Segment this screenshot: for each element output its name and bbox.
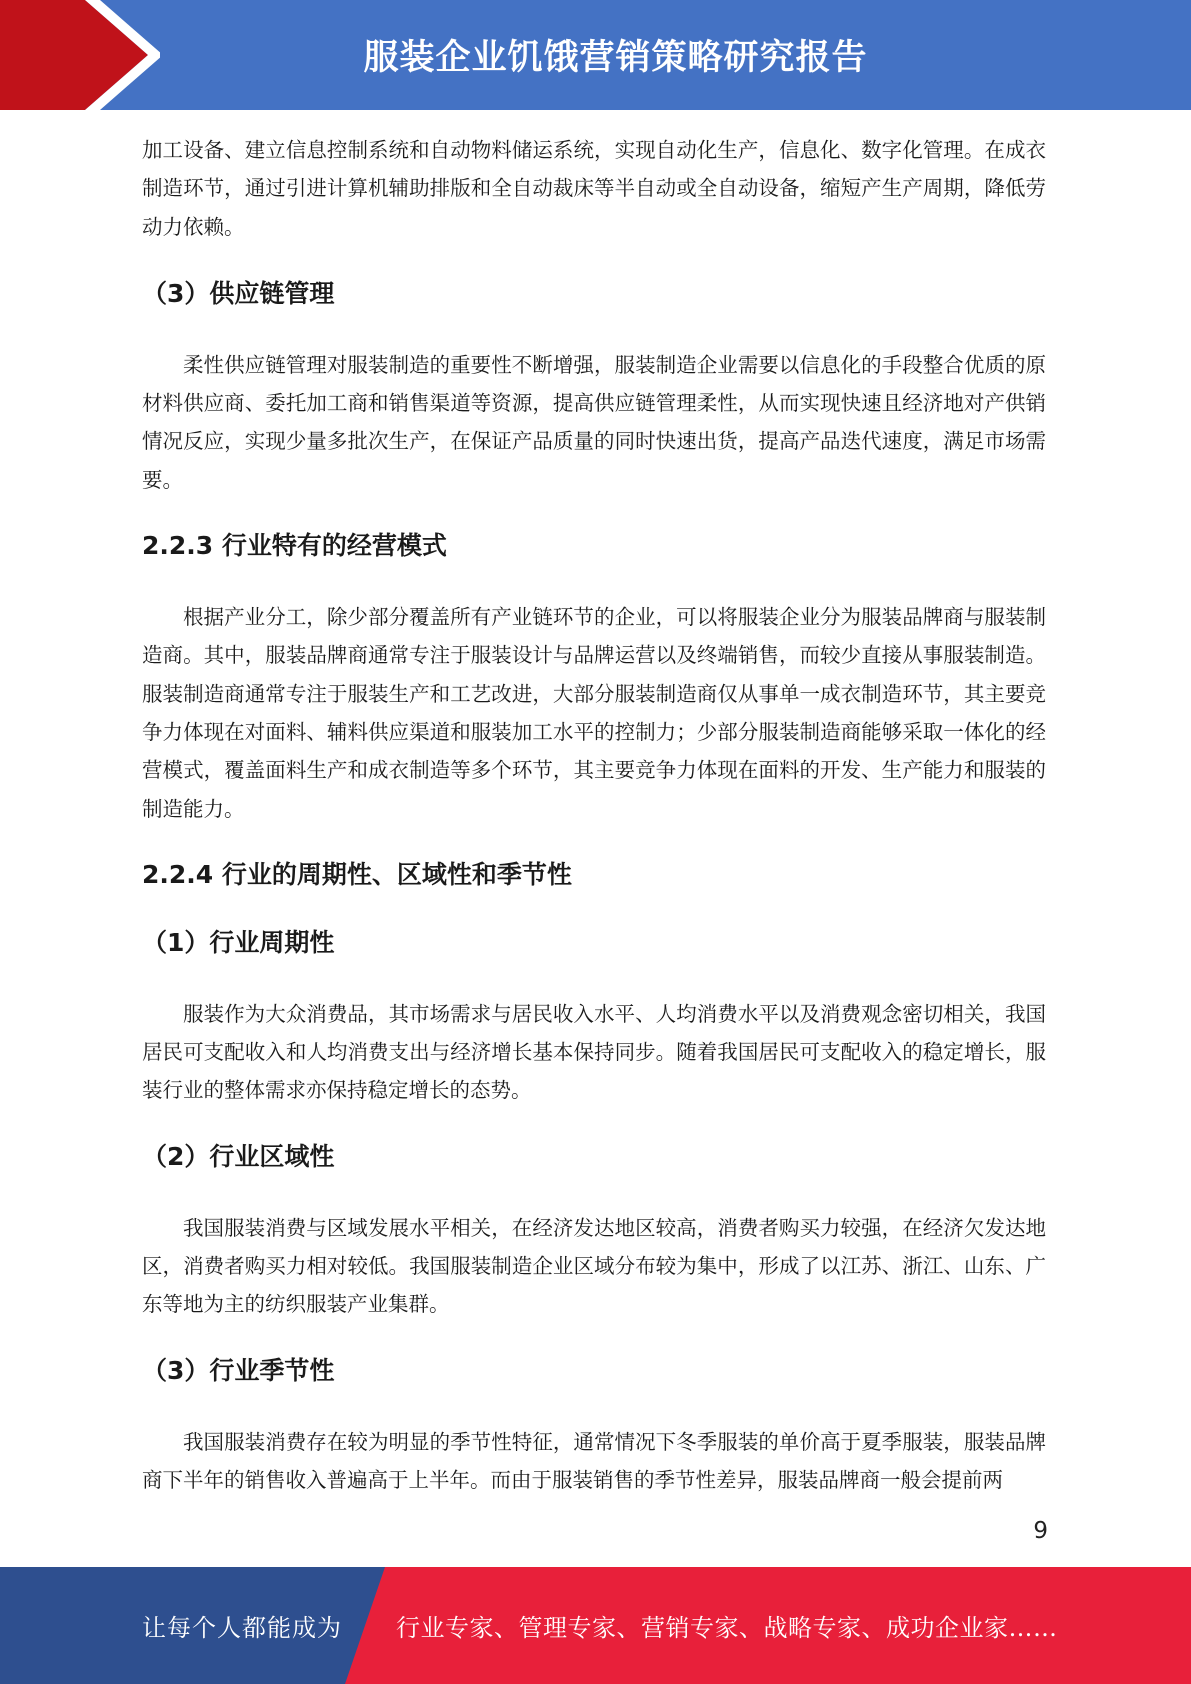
page-number: 9 (1033, 1518, 1048, 1544)
report-title: 服装企业饥饿营销策略研究报告 (363, 38, 868, 78)
paragraph-manufacturing: 加工设备、建立信息控制系统和自动物料储运系统，实现自动化生产，信息化、数字化管理。在成衣制造环节，通过引进计算机辅助排版和全自动裁床等半自动或全自动设备，缩短产生产周期，降低劳动力依赖。 (142, 138, 1046, 239)
paragraph-supply-chain: 柔性供应链管理对服装制造的重要性不断增强，服装制造企业需要以信息化的手段整合优质的原材料供应商、委托加工商和销售渠道等资源，提高供应链管理柔性，从而实现快速且经济地对产供销情况反应，实现少量多批次生产，在保证产品质量的同时快速出货，提高产品迭代速度，满足市场需要。 (142, 352, 1046, 492)
heading-seasonality: （3）行业季节性 (142, 1355, 335, 1385)
heading-2-2-4: 2.2.4 行业的周期性、区域性和季节性 (142, 859, 572, 889)
header-bar (0, 0, 1191, 110)
footer-slogan-right: 行业专家、管理专家、营销专家、战略专家、成功企业家…… (396, 1614, 1058, 1642)
heading-regionality: （2）行业区域性 (142, 1141, 335, 1171)
heading-2-2-3: 2.2.3 行业特有的经营模式 (142, 531, 447, 561)
paragraph-seasonality: 我国服装消费存在较为明显的季节性特征，通常情况下冬季服装的单价高于夏季服装，服装品牌商下半年的销售收入普遍高于上半年。而由于服装销售的季节性差异，服装品牌商一般会提前两 (142, 1429, 1046, 1492)
paragraph-cyclicality: 服装作为大众消费品，其市场需求与居民收入水平、人均消费水平以及消费观念密切相关，我国居民可支配收入和人均消费支出与经济增长基本保持同步。随着我国居民可支配收入的稳定增长，服装行业的整体需求亦保持稳定增长的态势。 (142, 1001, 1046, 1103)
header-arrow-decoration (0, 0, 160, 110)
footer-slogan-left: 让每个人都能成为 (142, 1614, 342, 1642)
paragraph-business-model: 根据产业分工，除少部分覆盖所有产业链环节的企业，可以将服装企业分为服装品牌商与服装制造商。其中，服装品牌商通常专注于服装设计与品牌运营以及终端销售，而较少直接从事服装制造。服装制造商通常专注于服装生产和工艺改进，大部分服装制造商仅从事单一成衣制造环节，其主要竞争力体现在对面料、辅料供应渠道和服装加工水平的控制力；少部分服装制造商能够采取一体化的经营模式，覆盖面料生产和成衣制造等多个环节，其主要竞争力体现在面料的开发、生产能力和服装的制造能力。 (142, 605, 1046, 821)
document-body (142, 131, 1046, 1499)
heading-supply-chain: （3）供应链管理 (142, 278, 335, 308)
paragraph-regionality: 我国服装消费与区域发展水平相关，在经济发达地区较高，消费者购买力较强，在经济欠发达地区，消费者购买力相对较低。我国服装制造企业区域分布较为集中，形成了以江苏、浙江、山东、广东等地为主的纺织服装产业集群。 (142, 1215, 1046, 1317)
heading-cyclicality: （1）行业周期性 (142, 927, 335, 957)
footer-banner (0, 1567, 1191, 1684)
